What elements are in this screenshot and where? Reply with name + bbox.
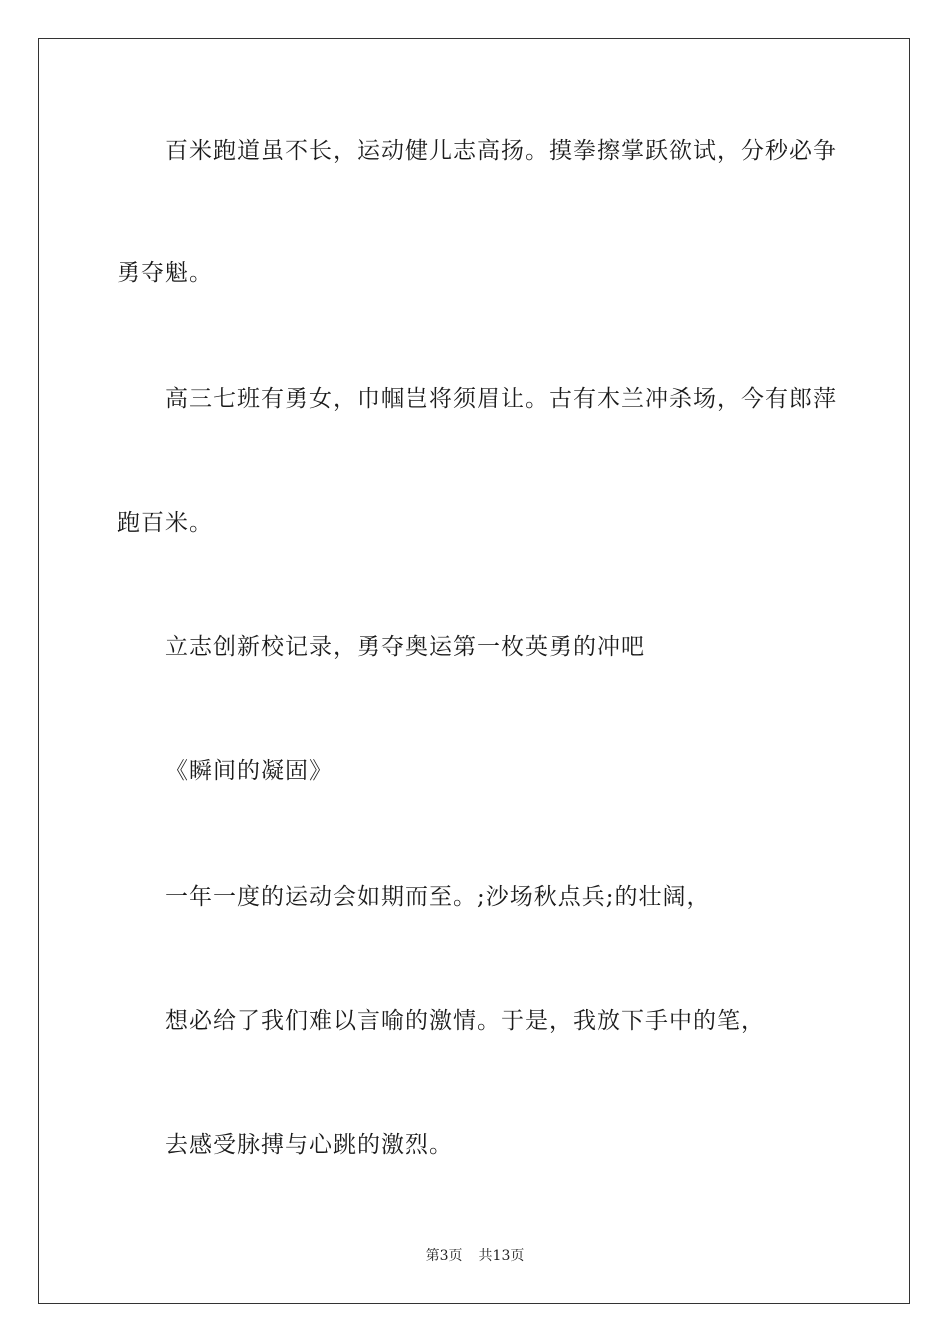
paragraph-line: 立志创新校记录，勇夺奥运第一枚英勇的冲吧	[165, 634, 645, 660]
paragraph-line: 高三七班有勇女，巾帼岂将须眉让。古有木兰冲杀场，今有郎萍	[165, 386, 837, 412]
paragraph-line: 勇夺魁。	[117, 260, 213, 286]
page-footer	[0, 1246, 950, 1266]
paragraph-line: 一年一度的运动会如期而至。;沙场秋点兵;的壮阔，	[165, 884, 711, 910]
section-title: 《瞬间的凝固》	[165, 758, 333, 784]
paragraph-line: 跑百米。	[117, 510, 213, 536]
page-border	[38, 38, 910, 1304]
page-number: 第3页	[425, 1248, 463, 1264]
page-total: 共13页	[478, 1248, 525, 1264]
paragraph-line: 去感受脉搏与心跳的激烈。	[165, 1132, 453, 1158]
paragraph-line: 想必给了我们难以言喻的激情。于是，我放下手中的笔，	[165, 1008, 765, 1034]
paragraph-line: 百米跑道虽不长，运动健儿志高扬。摸拳擦掌跃欲试，分秒必争	[165, 138, 837, 164]
